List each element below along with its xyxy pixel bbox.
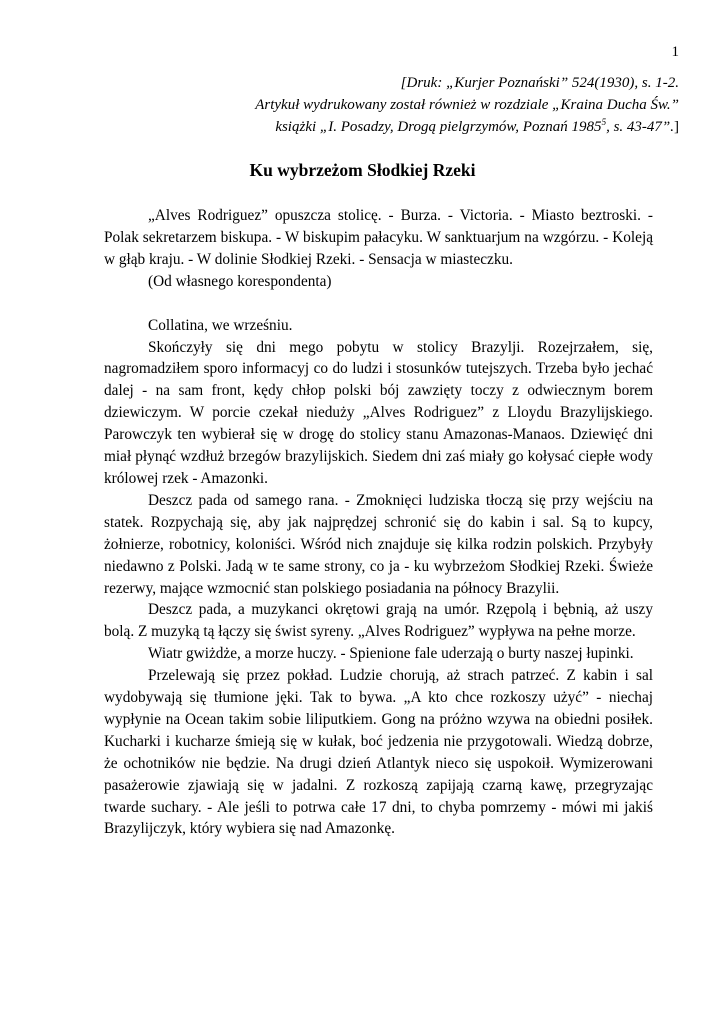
- spacer: [104, 293, 653, 315]
- dateline: Collatina, we wrześniu.: [148, 316, 293, 334]
- edition-superscript: 5: [601, 117, 607, 127]
- byline: (Od własnego korespondenta): [148, 272, 332, 290]
- source-note-line-3: [255, 116, 679, 138]
- paragraph: Deszcz pada od samego rana. - Zmoknięci ludziska tłoczą się przy wejściu na statek. Rozpychają się, aby jak najprędzej schronić się do kabin i sal. Są to kupcy, żołnierze, robotnicy, koloniści. Wśród nich znajduje się kilka rodzin polskich. Przybyły niedawno z Polski. Jadą w te same strony, co ja - ku wybrzeżom Słodkiej Rzeki. Świeże rezerwy, mające wzmocnić stan polskiego posiadania na północy Brazylii.: [104, 491, 653, 597]
- source-note-line-3-pages: , s. 43-47”.: [606, 119, 674, 135]
- source-note-line-2: Artykuł wydrukowany został również w rozdziale „Kraina Ducha Św.”: [255, 97, 679, 113]
- source-note-line-1: [Druk: „Kurjer Poznański” 524(1930), s. 1-2.: [400, 75, 679, 91]
- lead-summary: „Alves Rodriguez” opuszcza stolicę. - Burza. - Victoria. - Miasto beztroski. - Polak sekretarzem biskupa. - W biskupim pałacyku. W sanktuarjum na wzgórzu. - Koleją w głąb kraju. - W dolinie Słodkiej Rzeki. - Sensacja w miasteczku.: [104, 207, 653, 268]
- source-note-line-3-text: książki „I. Posadzy, Drogą pielgrzymów, Poznań 1985: [275, 119, 602, 135]
- paragraph: Wiatr gwiżdże, a morze huczy. - Spienione fale uderzają o burty naszej łupinki.: [148, 645, 634, 663]
- source-note: [255, 72, 679, 138]
- paragraph: Deszcz pada, a muzykanci okrętowi grają na umór. Rzępolą i bębnią, aż uszy bolą. Z muzyką tą łączy się świst syreny. „Alves Rodriguez” wypływa na pełne morze.: [104, 601, 653, 641]
- source-note-closing-bracket: ]: [674, 119, 679, 135]
- page-number: 1: [671, 44, 679, 60]
- article-body: [104, 205, 653, 840]
- article-title: Ku wybrzeżom Słodkiej Rzeki: [249, 160, 476, 180]
- paragraph: Przelewają się przez pokład. Ludzie chorują, aż strach patrzeć. Z kabin i sal wydobywają się tłumione jęki. Tak to bywa. „A kto chce rozkoszy użyć” - niechaj wypłynie na Ocean takim sobie liliputkiem. Gong na próżno wzywa na obiedni posiłek. Kucharki i kucharze śmieją się w kułak, boć jedzenia nie przygotowali. Wiedzą dobrze, że ochotników nie będzie. Na drugi dzień Atlantyk nieco się uspokoił. Wymizerowani pasażerowie zjawiają się w jadalni. Z rozkoszą zapijają czarną kawę, przegryzając twarde suchary. - Ale jeśli to potrwa całe 17 dni, to chyba pomrzemy - mówi mi jakiś Brazylijczyk, który wybiera się nad Amazonkę.: [104, 667, 653, 838]
- paragraph: Skończyły się dni mego pobytu w stolicy Brazylji. Rozejrzałem, się, nagromadziłem sporo informacyj co do ludzi i stosunków tutejszych. Trzeba było jechać dalej - na sam front, kędy chłop polski bój zawzięty toczy z odwiecznym borem dziewiczym. W porcie czekał nieduży „Alves Rodriguez” z Lloydu Brazylijskiego. Parowczyk ten wybierał się w drogę do stolicy stanu Amazonas-Manaos. Dziewięć dni miał płynąć wzdłuż brzegów brazylijskich. Siedem dni zaś miały go kołysać ciepłe wody królowej rzek - Amazonki.: [104, 338, 653, 487]
